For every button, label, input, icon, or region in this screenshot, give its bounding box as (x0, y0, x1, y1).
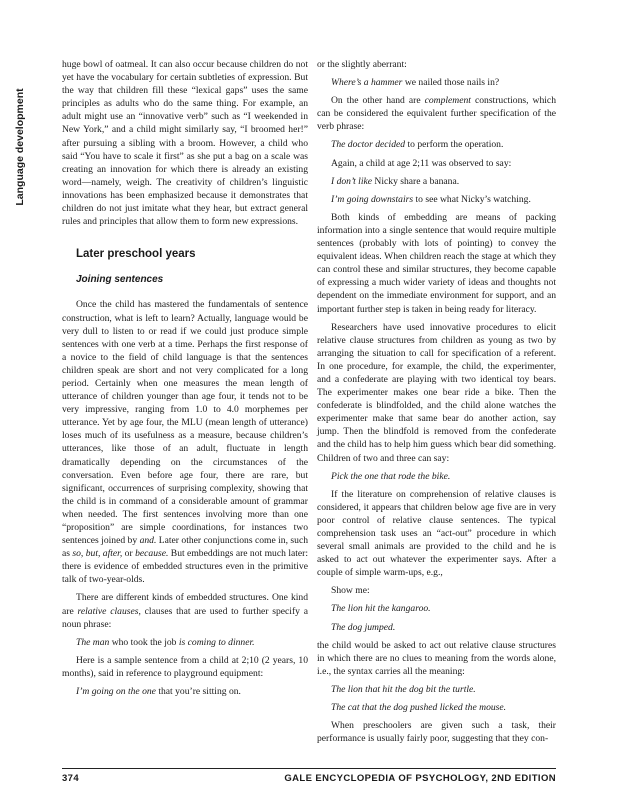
paragraph: There are different kinds of embedded structures. One kind are relative clauses, clauses that are used to further specify a noun phrase: (62, 592, 308, 630)
paragraph: Researchers have used innovative procedures to elicit relative clause structures from children as young as two by arranging the situation to call for specification of a referent. In one procedure, for example, the child, the experimenter, and a confederate are playing with two identical toy bears. The experimenter makes one bear ride a bike. Then the confederate is blindfolded, and the child alone watches the experimenter make that same bear do another action, say jump. Then the blindfold is removed from the confederate and the child has to help him guess which bear did something. Children of two and three can say: (317, 321, 556, 464)
paragraph: Both kinds of embedding are means of packing information into a single sentence that would require multiple sentences (probably with lots of pointing) to convey the equivalent ideas. When children reach the stage at which they can control these and similar structures, they become capable of expressing a much wider variety of ideas and thoughts not dependent on the immediate environment for support, and an important further step is taken in being ready for literacy. (317, 211, 556, 315)
emphasis: because. (135, 548, 169, 560)
subsection-heading: Joining sentences (76, 274, 164, 286)
paragraph: When preschoolers are given such a task, their performance is usually fairly poor, suggesting that they con- (317, 720, 556, 745)
example-sentence: The lion hit the kangaroo. (331, 603, 431, 615)
page-number: 374 (62, 773, 80, 784)
right-column (317, 58, 556, 745)
paragraph: Again, a child at age 2;11 was observed to say: (331, 157, 512, 169)
example-sentence: The cat that the dog pushed licked the mouse. (331, 702, 507, 714)
example-sentence: The dog jumped. (331, 621, 396, 633)
left-column (62, 58, 308, 698)
paragraph: Once the child has mastered the fundamentals of sentence construction, what is left to learn? Actually, language would be very dull to listen to or read if we could just produce simple sentences with one verb at a time. Perhaps the first response of a novice to the field of child language is that the sentences children speak are short and not very complicated for a long period. Certainly when one measures the mean length of utterance of children younger than age four, it tends not to be very impressive, ranging from 1.0 to 4.0 morphemes per utterance. Yet by age four, the MLU (mean length of utterance) loses much of its usefulness as a measure, because children’s utterances, like those of an adult, fluctuate in length dramatically depending on the circumstances of the conversation. Even before age four, there are rare, but significant, occurrences of surprising complexity, showing that the child is in command of a considerable amount of grammar when needed. The first sentences involving more than one “proposition” are simple coordinations, for instances two sentences joined by and. Later other conjunctions come in, such as so, but, after, or because. But embeddings are not much later: there is evidence of embedded structures even in the primitive talk of two-year-olds. (62, 299, 309, 586)
paragraph: On the other hand are complement constructions, which can be considered the equivalent further specification of the verb phrase: (317, 95, 556, 133)
paragraph: the child would be asked to act out relative clause structures in which there are no clues to meaning from the words alone, i.e., the syntax carries all the meaning: (317, 639, 556, 677)
sidebar-tab (10, 62, 30, 232)
example-sentence: The doctor decided to perform the operation. (331, 139, 504, 151)
example-sentence: Where’s a hammer we nailed those nails in? (331, 77, 500, 89)
paragraph: huge bowl of oatmeal. It can also occur because children do not yet have the vocabulary for certain subtleties of expression. But the way that children fill these “lexical gaps” uses the same principles as adults who do the same thing. For example, an adult might use an “innovative verb” such as “I weekended in New York,” and a child might similarly say, “I broomed her!” after pursuing a sibling with a broom. However, a child who said “You have to scale it first” as she put a bag on a scale was creating an innovation for which there is already an existing word—namely, weigh. The creativity of children’s linguistic innovations has been emphasized because it demonstrates that children do not just imitate what they hear, but extract general rules and principles that allow them to form new expressions. (62, 59, 308, 228)
example-sentence: I’m going downstairs to see what Nicky’s watching. (331, 193, 531, 205)
paragraph: If the literature on comprehension of relative clauses is considered, it appears that children below age five are in very poor control of relative clause sentences. The typical comprehension task uses an “act-out” procedure in which several small animals are provided to the child and he is asked to act out whatever the experimenter says. After a couple of simple warm-ups, e.g., (317, 488, 556, 579)
example-sentence: I don’t like Nicky share a banana. (331, 175, 460, 187)
example-sentence: The lion that hit the dog bit the turtle. (331, 683, 476, 695)
paragraph: or the slightly aberrant: (317, 59, 407, 70)
emphasis: complement (424, 95, 471, 107)
example-sentence: Pick the one that rode the bike. (331, 470, 451, 482)
publication-title: GALE ENCYCLOPEDIA OF PSYCHOLOGY, 2ND EDITION (284, 773, 556, 784)
section-heading: Later preschool years (76, 248, 196, 261)
paragraph: Here is a sample sentence from a child at 2;10 (2 years, 10 months), said in reference to playground equipment: (62, 654, 308, 679)
example-sentence: Show me: (331, 585, 370, 597)
emphasis: relative clauses (77, 605, 139, 617)
footer-rule (62, 768, 556, 769)
example-sentence: The man who took the job is coming to dinner. (76, 636, 255, 648)
sidebar-label: Language development (14, 88, 26, 206)
example-sentence: I’m going on the one that you’re sitting on. (76, 686, 241, 698)
emphasis: and. (139, 535, 157, 547)
emphasis: so, but, after, (72, 548, 123, 560)
